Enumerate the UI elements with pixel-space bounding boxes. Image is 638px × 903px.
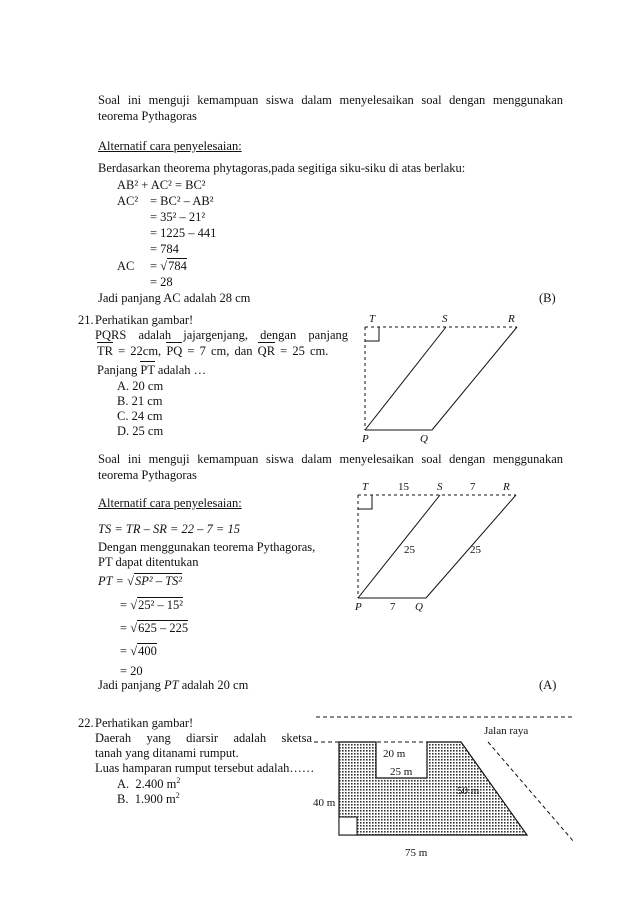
q21-intro-line-1: Soal ini menguji kemampuan siswa dalam menyelesaikan soal dengan menggunakan [98, 452, 563, 466]
option-22-a: A. 2.400 $m^2$ [117, 776, 181, 791]
label-ps-25: 25 [404, 544, 415, 556]
label-qr-25: 25 [470, 544, 481, 556]
question-22-line-1: Daerah yang diarsir adalah sketsa [95, 731, 312, 745]
answer-label: (B) [539, 291, 556, 305]
ask-suffix: adalah … [154, 363, 207, 377]
option-b: B. 21 cm [117, 394, 163, 408]
equation-2-rhs: = BC² – AB² [150, 194, 214, 208]
ask-prefix: Panjang [97, 363, 138, 377]
segment-qr: QR [257, 344, 276, 358]
question-21-prompt: Perhatikan gambar! [95, 313, 194, 327]
qr-value: = 25 cm. [275, 344, 329, 358]
pq-value: = 7 cm, dan [182, 344, 253, 358]
equation-1: AB² + AC² = BC² [117, 178, 206, 192]
label-t: T [369, 313, 376, 325]
step-4: = 20 [120, 664, 143, 678]
label-p-2: P [355, 601, 362, 613]
option-a: A. 20 cm [117, 379, 164, 393]
tr-value: = 22cm, [112, 344, 162, 358]
label-pq-7: 7 [390, 601, 396, 613]
label-q: Q [420, 433, 428, 445]
conclusion-suffix: adalah 20 cm [178, 678, 249, 692]
question-22-line-3: Luas hamparan rumput tersebut adalah…… [95, 761, 315, 775]
question-21-statement: PQRS adalah jajargenjang, dengan panjang [95, 328, 348, 342]
sqrt-symbol: √ [160, 259, 168, 273]
equation-2-lhs: AC² [117, 194, 139, 208]
option-c: C. 24 cm [117, 409, 163, 423]
sqrt-radicand: 784 [168, 259, 187, 273]
equation-6-lhs: AC [117, 259, 135, 273]
label-r: R [508, 313, 515, 325]
grass-area [339, 742, 527, 835]
q21-alt-title: Alternatif cara penyelesaian: [98, 496, 242, 510]
intro-line-1: Soal ini menguji kemampuan siswa dalam menyelesaikan soal dengan menggunakan [98, 93, 563, 107]
question-21-number: 21. [78, 313, 94, 327]
pt-can-be-found: PT dapat ditentukan [98, 555, 199, 569]
q21-answer-label: (A) [539, 678, 557, 692]
label-q-2: Q [415, 601, 423, 613]
label-s-2: S [437, 481, 443, 493]
ts-equation: TS = TR – SR = 22 – 7 = 15 [98, 522, 240, 536]
pythagoras-statement: Berdasarkan theorema phytagoras,pada segitiga siku-siku di atas berlaku: [98, 161, 466, 175]
using-pythagoras: Dengan menggunakan teorema Pythagoras, [98, 540, 316, 554]
label-ts-15: 15 [398, 481, 409, 493]
pt-radicand: SP² – TS² [134, 574, 183, 588]
equals-sign: = [150, 259, 158, 273]
equation-3: = 35² – 21² [150, 210, 206, 224]
equation-7: = 28 [150, 275, 173, 289]
step-1: = √25² – 15² [120, 598, 184, 612]
segment-pq: PQ [166, 344, 183, 358]
option-22-b: B. 1.900 $m^2$ [117, 791, 180, 806]
step-3: = √400 [120, 644, 157, 658]
label-road: Jalan raya [484, 725, 529, 737]
step-1-radicand: 25² – 15² [138, 598, 184, 612]
step-3-radicand: 400 [138, 644, 157, 658]
step-2: = √625 – 225 [120, 621, 189, 635]
pt-equals: = [115, 574, 124, 588]
q21-intro-line-2: teorema Pythagoras [98, 468, 197, 482]
question-22-number: 22. [78, 716, 94, 730]
alt-title: Alternatif cara penyelesaian: [98, 139, 242, 153]
equation-5: = 784 [150, 242, 179, 256]
label-t-2: T [362, 481, 369, 493]
pt-lhs: PT [98, 574, 113, 588]
option-d: D. 25 cm [117, 424, 164, 438]
intro-line-2: teorema Pythagoras [98, 109, 197, 123]
conclusion-variable: PT [163, 678, 179, 692]
question-22-line-2: tanah yang ditanami rumput. [95, 746, 239, 760]
label-s: S [442, 313, 448, 325]
label-40m: 40 m [313, 797, 336, 809]
segment-pt: PT [140, 363, 155, 377]
right-angle-square [339, 817, 357, 835]
label-p: P [362, 433, 369, 445]
segment-tr: TR [97, 344, 113, 358]
question-22-prompt: Perhatikan gambar! [95, 716, 194, 730]
label-50m: 50 m [457, 785, 480, 797]
label-r-2: R [503, 481, 510, 493]
equation-4: = 1225 – 441 [150, 226, 217, 240]
label-75m: 75 m [405, 847, 428, 859]
step-2-radicand: 625 – 225 [138, 621, 189, 635]
label-25m: 25 m [390, 766, 413, 778]
sqrt-symbol: √ [127, 574, 134, 588]
label-sr-7: 7 [470, 481, 476, 493]
conclusion-prefix: Jadi panjang [98, 678, 164, 692]
label-20m: 20 m [383, 748, 406, 760]
conclusion: Jadi panjang AC adalah 28 cm [98, 291, 251, 305]
